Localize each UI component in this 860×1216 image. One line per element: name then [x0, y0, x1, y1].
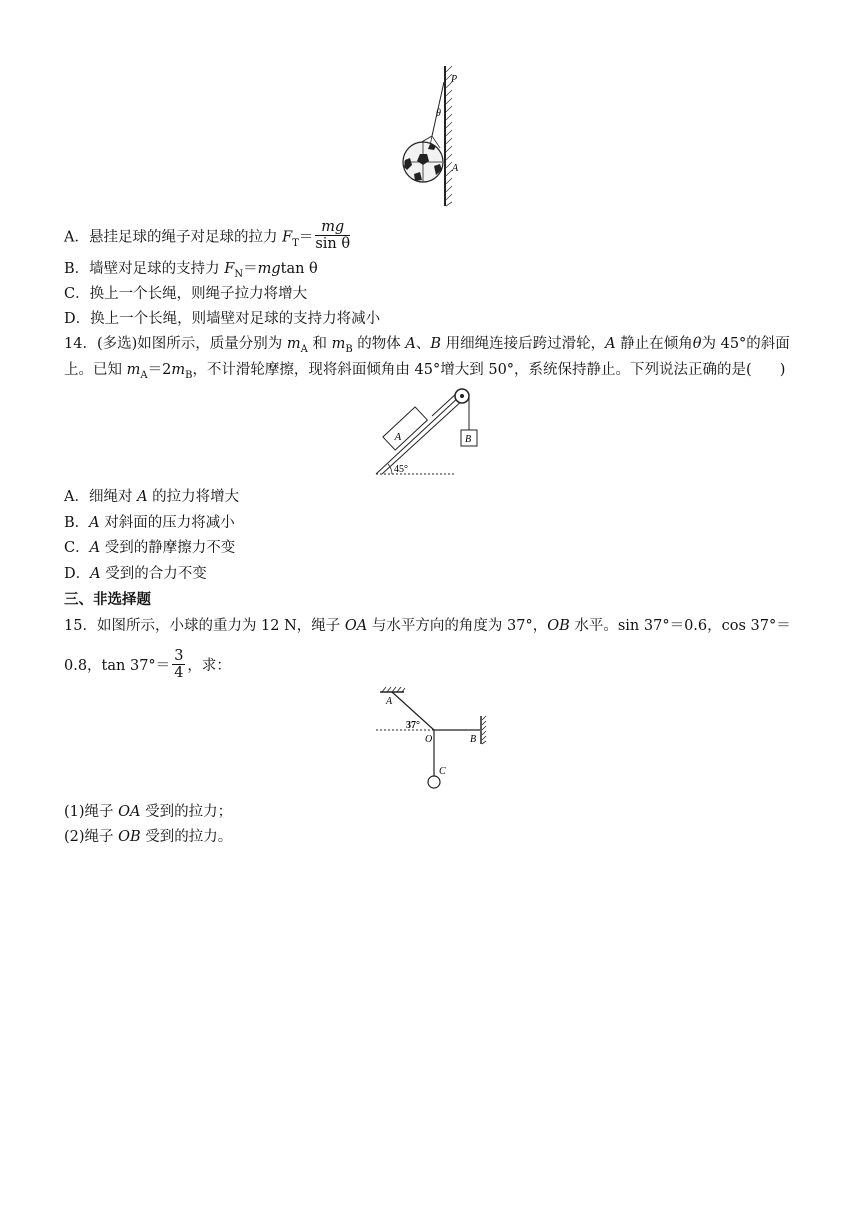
text: C． — [64, 540, 90, 556]
rope-oa: OA — [118, 804, 141, 820]
rope-ob: OB — [547, 618, 570, 634]
text: D． — [64, 566, 91, 582]
subscript: B — [185, 370, 193, 381]
label-theta: θ — [436, 108, 441, 119]
q15-stem-line1 — [64, 616, 791, 636]
text: 14．(多选)如图所示，质量分别为 — [64, 336, 287, 352]
mass-b: m — [331, 336, 346, 352]
text: 水平。sin 37°＝0.6，cos 37°＝ — [569, 618, 791, 634]
equals-sign: ＝ — [243, 261, 258, 277]
text: 上。已知 — [64, 362, 127, 378]
text: 0.8，tan 37°＝ — [64, 658, 171, 674]
text: ，求： — [187, 658, 231, 674]
label-a: A — [394, 431, 402, 444]
q14-option-c — [64, 538, 235, 558]
q14-option-b — [64, 513, 235, 533]
text: 受到的合力不变 — [100, 566, 207, 582]
label-o: O — [425, 734, 433, 745]
text: 静止在倾角 — [615, 336, 693, 352]
subscript: A — [300, 344, 308, 355]
incline-pulley-figure — [372, 384, 482, 480]
answer-bracket-close: ) — [779, 362, 786, 378]
text: 15．如图所示，小球的重力为 12 N，绳子 — [64, 618, 345, 634]
q14-option-d — [64, 564, 207, 584]
label-c: C — [439, 766, 446, 777]
fraction-numerator: 3 — [174, 647, 184, 664]
object-a: A — [90, 566, 101, 582]
text: 的物体 — [352, 336, 406, 352]
label-angle: 37° — [406, 720, 420, 731]
fraction-numerator: mg — [315, 219, 350, 236]
q15-stem-line2 — [64, 648, 231, 684]
subscript: B — [345, 344, 353, 355]
text: 受到的静摩擦力不变 — [100, 540, 236, 556]
object-a: A — [137, 489, 148, 505]
option-a-text: A．悬挂足球的绳子对足球的拉力 — [64, 229, 283, 246]
force-subscript: N — [234, 269, 244, 280]
q13-option-d: D．换上一个长绳，则墙壁对足球的支持力将减小 — [64, 311, 381, 327]
text: (2)绳子 — [64, 829, 119, 845]
text: A．细绳对 — [64, 489, 138, 505]
q14-option-a — [64, 487, 239, 507]
label-b: B — [465, 434, 472, 445]
text: 受到的拉力； — [140, 804, 233, 820]
q15-part-2 — [64, 827, 232, 847]
text: 的拉力将增大 — [147, 489, 240, 505]
mass-a: m — [286, 336, 301, 352]
rope-ob: OB — [118, 829, 141, 845]
text: 用细绳连接后跨过滑轮， — [441, 336, 606, 352]
fraction-denominator: sin θ — [315, 236, 351, 252]
label-angle: 45° — [394, 464, 408, 475]
mass-a: m — [126, 362, 141, 378]
text: 和 — [307, 336, 332, 352]
object-a: A — [89, 515, 100, 531]
text: ＝2 — [147, 362, 172, 378]
mg-symbol: mg — [257, 261, 281, 277]
label-a: A — [452, 163, 459, 174]
fraction-denominator: 4 — [174, 664, 184, 681]
fraction — [315, 219, 350, 252]
q15-part-1 — [64, 802, 232, 822]
q14-stem-line2 — [64, 360, 785, 382]
text: (1)绳子 — [64, 804, 119, 820]
rope-oa: OA — [344, 618, 368, 634]
tan-theta: tan θ — [280, 261, 318, 277]
text: 、 — [415, 336, 431, 352]
q13-option-a — [64, 221, 352, 254]
mass-b: m — [171, 362, 186, 378]
section-heading: 三、非选择题 — [64, 592, 151, 608]
rope-ball-figure — [374, 686, 494, 792]
force-subscript: T — [292, 237, 299, 249]
q13-option-b — [64, 259, 318, 281]
option-b-text: B．墙壁对足球的支持力 — [64, 261, 225, 277]
text: 受到的拉力。 — [140, 829, 233, 845]
fraction — [172, 648, 185, 681]
q14-stem-line1 — [64, 334, 790, 356]
subscript: A — [140, 370, 148, 381]
object-a: A — [89, 540, 101, 556]
football-wall-figure — [390, 64, 470, 210]
object-a: A — [605, 336, 616, 352]
q13-option-c: C．换上一个长绳，则绳子拉力将增大 — [64, 286, 308, 302]
text: 为 45°的斜面 — [701, 336, 790, 352]
equals-sign: ＝ — [298, 229, 314, 246]
object-a: A — [405, 336, 416, 352]
force-symbol: F — [282, 229, 293, 246]
force-symbol: F — [224, 261, 235, 277]
text: 对斜面的压力将减小 — [99, 515, 235, 531]
text: B． — [64, 515, 90, 531]
label-p: P — [451, 74, 458, 85]
theta: θ — [692, 336, 702, 352]
object-b: B — [430, 336, 442, 352]
text: ，不计滑轮摩擦，现将斜面倾角由 45°增大到 50°，系统保持静止。下列说法正确的是( — [192, 362, 752, 378]
label-a: A — [386, 696, 393, 707]
label-b: B — [470, 734, 477, 745]
text: 与水平方向的角度为 37°， — [367, 618, 548, 634]
